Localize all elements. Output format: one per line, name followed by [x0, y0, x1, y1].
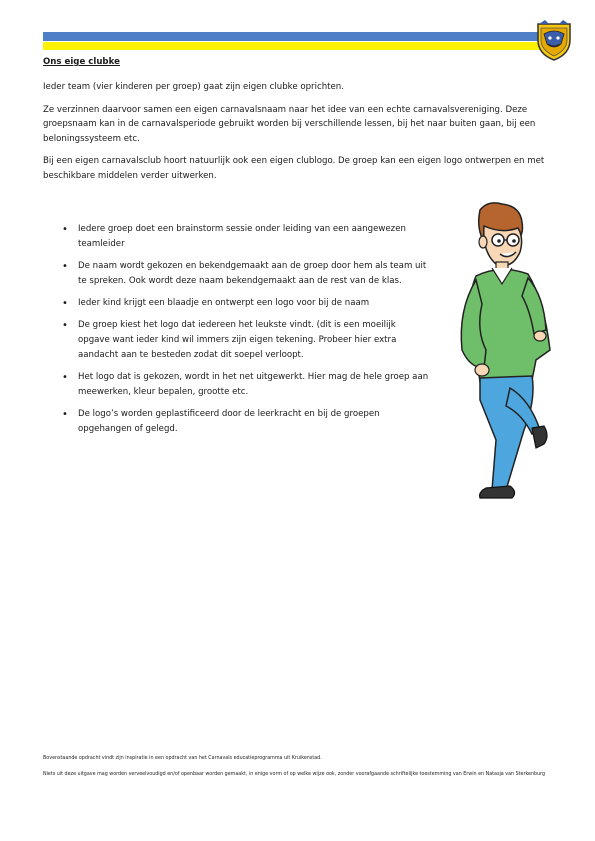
intro-paragraph: Ieder team (vier kinderen per groep) gaat zijn eigen clubke oprichten.	[43, 82, 344, 92]
bullet-icon: •	[62, 372, 68, 383]
bullet-icon: •	[62, 298, 68, 309]
name-paragraph: Ze verzinnen daarvoor samen een eigen carnavalsnaam naar het idee van een echte carnavalsvereniging. Deze groepsnaam kan in de carnavalsperiode gebruikt worden bij verschillende lessen, bij het naar buiten gaan, bij een beloningssysteem etc.	[43, 104, 536, 144]
bullet-icon: •	[62, 224, 68, 235]
list-item	[60, 296, 430, 311]
logo-paragraph: Bij een eigen carnavalsclub hoort natuurlijk ook een eigen clublogo. De groep kan een eigen logo ontwerpen en met beschikbare middelen verder uitwerken.	[43, 156, 545, 181]
list-item	[60, 407, 430, 437]
document-body	[43, 57, 553, 191]
cartoon-boy-illustration	[440, 200, 555, 505]
list-item	[60, 370, 430, 400]
list-item-text: Het logo dat is gekozen, wordt in het net uitgewerkt. Hier mag de hele groep aan meewerken, kleur bepalen, grootte etc.	[78, 372, 429, 397]
bullet-icon: •	[62, 261, 68, 272]
footer	[43, 755, 563, 787]
footer-inspiration: Bovenstaande opdracht vindt zijn inspiratie in een opdracht van het Carnavals educatieprogramma uit Kruikenstad.	[43, 756, 322, 761]
list-item-text: Iedere groep doet een brainstorm sessie onder leiding van een aangewezen teamleider	[78, 224, 406, 249]
list-item	[60, 222, 430, 252]
carnival-crest-icon	[535, 20, 573, 62]
list-item-text: De groep kiest het logo dat iedereen het leukste vindt. (dit is een moeilijk opgave want ieder kind wil immers zijn eigen tekening. Probeer hier extra aandacht aan te besteden zodat dit soepel verloopt.	[78, 320, 397, 360]
footer-copyright: Niets uit deze uitgave mag worden verveelvoudigd en/of openbaar worden gemaakt, in enige vorm of op welke wijze ook, zonder voorafgaande schriftelijke toestemming van Erwin en Natasja van Sterkenburg	[43, 772, 546, 777]
list-item-text: Ieder kind krijgt een blaadje en ontwerpt een logo voor bij de naam	[78, 298, 370, 308]
header-band-yellow	[43, 42, 545, 50]
list-item-text: De logo’s worden geplastificeerd door de leerkracht en bij de groepen opgehangen of gelegd.	[78, 409, 380, 434]
page-title: Ons eige clubke	[43, 57, 120, 67]
header-band-blue	[43, 32, 545, 41]
steps-list	[60, 222, 430, 444]
bullet-icon: •	[62, 320, 68, 331]
list-item	[60, 318, 430, 363]
list-item	[60, 259, 430, 289]
bullet-icon: •	[62, 409, 68, 420]
list-item-text: De naam wordt gekozen en bekendgemaakt aan de groep door hem als team uit te spreken. Ook wordt deze naam bekendgemaakt aan de rest van de klas.	[78, 261, 427, 286]
